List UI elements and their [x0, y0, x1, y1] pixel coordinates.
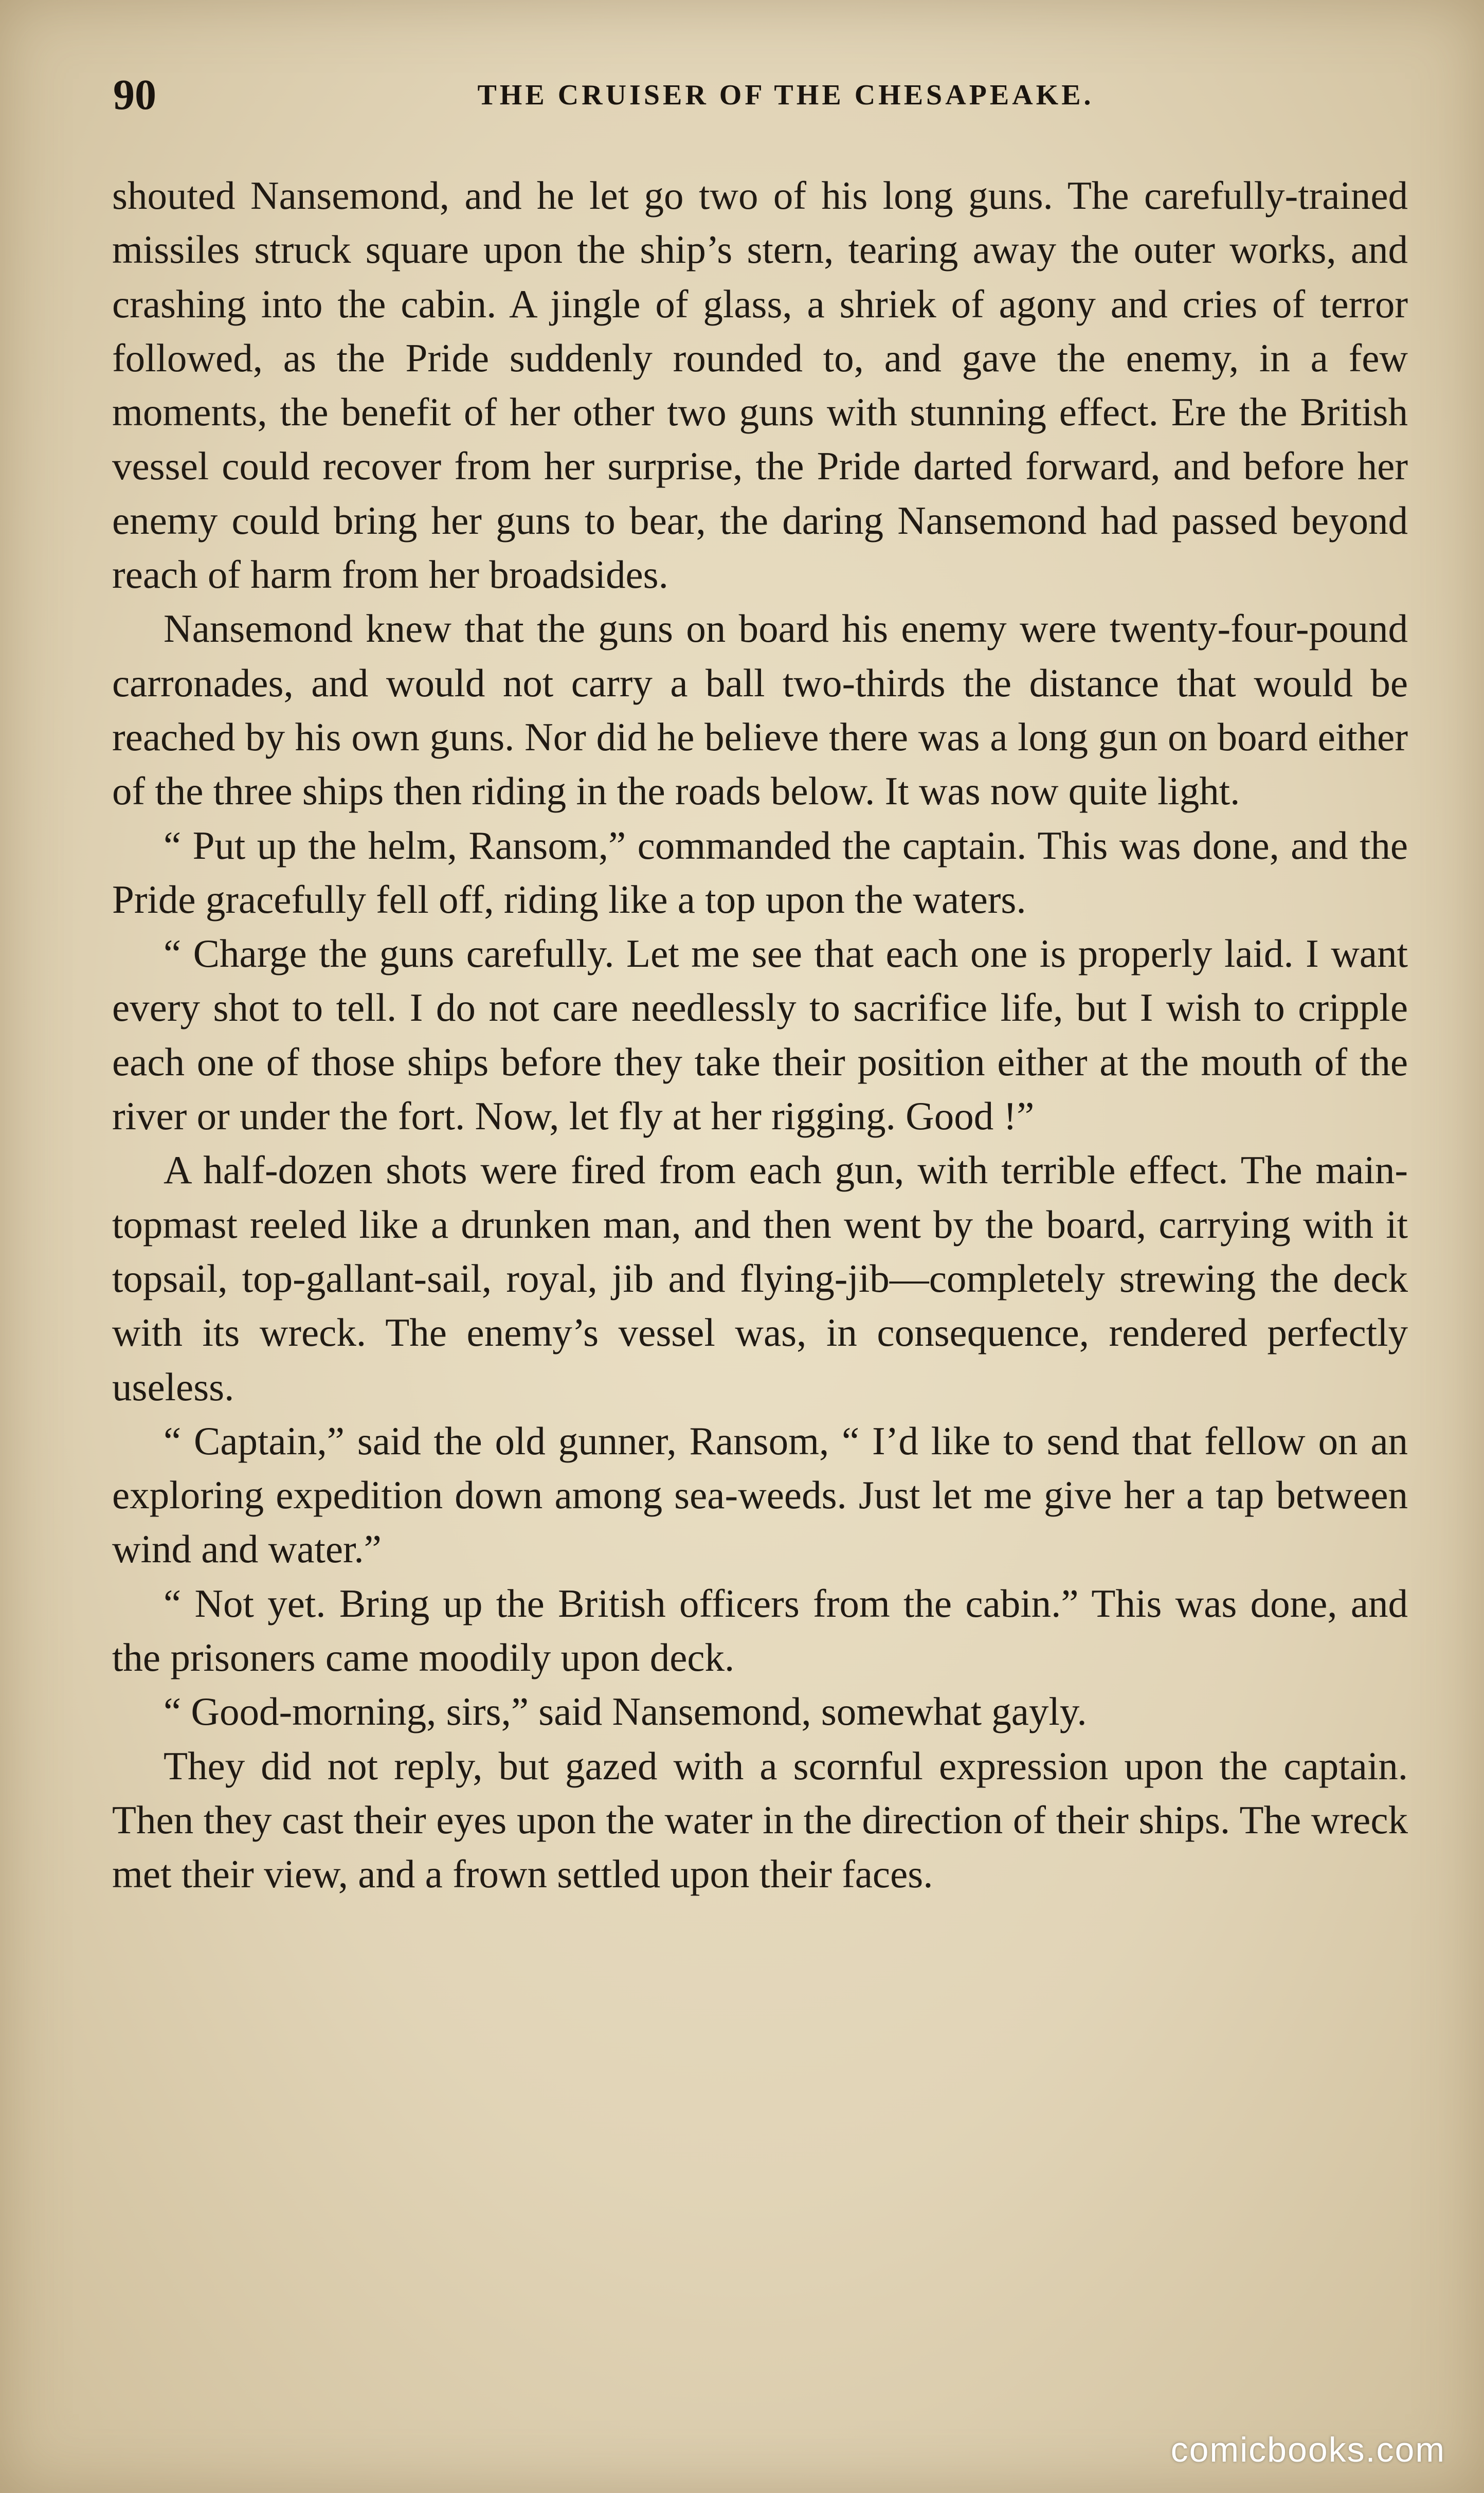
chapter-title: THE CRUISER OF THE CHESAPEAKE. — [477, 79, 1094, 111]
paragraph-9: They did not reply, but gazed with a scornful expression upon the captain. Then they cast their eyes upon the water in the direction of their ships. The wreck met their view, and a frown settled upon their faces. — [112, 1743, 1408, 1896]
paragraph-6: “ Captain,” said the old gunner, Ransom, “ I’d like to send that fellow on an exploring expedition down among sea-weeds. Just let me give her a tap between wind and water.” — [112, 1418, 1408, 1571]
paragraph-7: “ Not yet. Bring up the British officers from the cabin.” This was done, and the prisoners came moodily upon deck. — [112, 1581, 1408, 1680]
paragraph-3: “ Put up the helm, Ransom,” commanded the captain. This was done, and the Pride gracefully fell off, riding like a top upon the waters. — [112, 823, 1408, 922]
paragraph-1: shouted Nansemond, and he let go two of his long guns. The carefully-trained missiles struck square upon the ship’s stern, tearing away the outer works, and crashing into the cabin. A jingle of glass, a shriek of agony and cries of terror followed, as the Pride suddenly rounded to, and gave the enemy, in a few moments, the benefit of her other two guns with stunning effect. Ere the British vessel could recover from her surprise, the Pride darted forward, and before her enemy could bring her guns to bear, the daring Nansemond had passed beyond reach of harm from her broadsides. — [112, 173, 1408, 597]
running-head — [113, 67, 1407, 123]
paragraph-2: Nansemond knew that the guns on board his enemy were twenty-four-pound carronades, and would not carry a ball two-thirds the distance that would be reached by his own guns. Nor did he believe there was a long gun on board either of the three ships then riding in the roads below. It was now quite light. — [112, 606, 1408, 814]
page-number: 90 — [113, 71, 156, 119]
paragraph-8: “ Good-morning, sirs,” said Nansemond, somewhat gayly. — [164, 1689, 1087, 1734]
body-text — [112, 169, 1408, 1902]
paragraph-5: A half-dozen shots were fired from each gun, with terrible effect. The main-topmast reeled like a drunken man, and then went by the board, carrying with it topsail, top-gallant-sail, royal, jib and flying-jib—completely strewing the deck with its wreck. The enemy’s vessel was, in consequence, rendered perfectly useless. — [112, 1148, 1408, 1409]
paragraph-4: “ Charge the guns carefully. Let me see that each one is properly laid. I want every shot to tell. I do not care needlessly to sacrifice life, but I wish to cripple each one of those ships before they take their position either at the mouth of the river or under the fort. Now, let fly at her rigging. Good !” — [112, 931, 1408, 1139]
watermark: comicbooks.com — [1170, 2430, 1445, 2469]
